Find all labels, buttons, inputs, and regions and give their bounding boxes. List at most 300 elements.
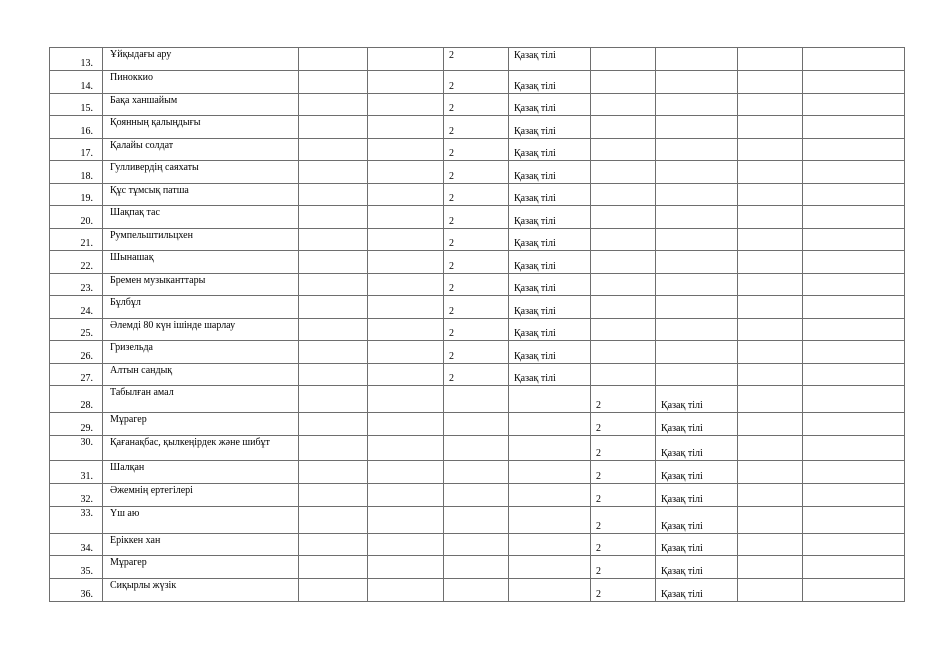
cell-c10 bbox=[803, 206, 905, 229]
cell-c7 bbox=[591, 229, 656, 251]
table-row bbox=[50, 116, 905, 139]
cell-c6 bbox=[509, 364, 591, 386]
cell-c3 bbox=[299, 296, 368, 319]
cell-c5 bbox=[444, 161, 509, 184]
cell-c9 bbox=[738, 116, 803, 139]
row-number: 21. bbox=[80, 238, 93, 249]
cell-c6 bbox=[509, 579, 591, 602]
row-number-cell bbox=[50, 484, 103, 507]
row-number: 27. bbox=[80, 373, 93, 384]
book-title: Гулливердің саяхаты bbox=[110, 162, 199, 173]
cell-c5 bbox=[444, 229, 509, 251]
cell-c5 bbox=[444, 94, 509, 116]
cell-c3 bbox=[299, 484, 368, 507]
row-number: 18. bbox=[80, 171, 93, 182]
cell-c6 bbox=[509, 116, 591, 139]
cell-c3 bbox=[299, 116, 368, 139]
cell-c4 bbox=[368, 116, 444, 139]
row-number: 25. bbox=[80, 328, 93, 339]
cell-c5 bbox=[444, 534, 509, 556]
cell-value: 2 bbox=[449, 103, 454, 114]
cell-value: Қазақ тілі bbox=[514, 306, 556, 317]
cell-c8 bbox=[656, 139, 738, 161]
row-number-cell bbox=[50, 556, 103, 579]
cell-c9 bbox=[738, 71, 803, 94]
row-number: 16. bbox=[80, 126, 93, 137]
book-title-cell bbox=[103, 229, 299, 251]
cell-value: Қазақ тілі bbox=[514, 50, 556, 61]
row-number-cell bbox=[50, 274, 103, 296]
cell-c7 bbox=[591, 319, 656, 341]
row-number-cell bbox=[50, 116, 103, 139]
cell-c6 bbox=[509, 296, 591, 319]
cell-c3 bbox=[299, 534, 368, 556]
cell-c4 bbox=[368, 484, 444, 507]
cell-c8 bbox=[656, 319, 738, 341]
book-title: Мұрагер bbox=[110, 414, 147, 425]
cell-c4 bbox=[368, 319, 444, 341]
cell-c3 bbox=[299, 184, 368, 206]
cell-c8 bbox=[656, 296, 738, 319]
cell-c8 bbox=[656, 341, 738, 364]
cell-c3 bbox=[299, 48, 368, 71]
cell-value: Қазақ тілі bbox=[514, 283, 556, 294]
book-title-cell bbox=[103, 319, 299, 341]
cell-c3 bbox=[299, 71, 368, 94]
cell-c8 bbox=[656, 71, 738, 94]
cell-c10 bbox=[803, 319, 905, 341]
cell-c4 bbox=[368, 364, 444, 386]
cell-c6 bbox=[509, 48, 591, 71]
book-title: Еріккен хан bbox=[110, 535, 161, 546]
cell-c5 bbox=[444, 364, 509, 386]
table-row bbox=[50, 507, 905, 534]
cell-c5 bbox=[444, 48, 509, 71]
cell-c3 bbox=[299, 364, 368, 386]
cell-c5 bbox=[444, 579, 509, 602]
book-title: Ұйқыдағы ару bbox=[110, 49, 172, 60]
row-number: 32. bbox=[80, 494, 93, 505]
row-number: 26. bbox=[80, 351, 93, 362]
cell-c10 bbox=[803, 94, 905, 116]
table-row bbox=[50, 364, 905, 386]
cell-c6 bbox=[509, 341, 591, 364]
row-number: 28. bbox=[80, 400, 93, 411]
cell-value: Қазақ тілі bbox=[514, 148, 556, 159]
cell-c4 bbox=[368, 579, 444, 602]
row-number: 17. bbox=[80, 148, 93, 159]
cell-c10 bbox=[803, 139, 905, 161]
cell-c7 bbox=[591, 341, 656, 364]
book-title-cell bbox=[103, 48, 299, 71]
table-row bbox=[50, 206, 905, 229]
cell-c10 bbox=[803, 364, 905, 386]
row-number: 19. bbox=[80, 193, 93, 204]
cell-c10 bbox=[803, 48, 905, 71]
row-number: 24. bbox=[80, 306, 93, 317]
row-number-cell bbox=[50, 461, 103, 484]
cell-c6 bbox=[509, 161, 591, 184]
book-title: Сиқырлы жүзік bbox=[110, 580, 177, 591]
cell-value: Қазақ тілі bbox=[661, 521, 703, 532]
row-number: 20. bbox=[80, 216, 93, 227]
cell-c7 bbox=[591, 484, 656, 507]
book-title: Алтын сандық bbox=[110, 365, 173, 376]
cell-c10 bbox=[803, 461, 905, 484]
cell-c10 bbox=[803, 116, 905, 139]
cell-c10 bbox=[803, 507, 905, 534]
cell-value: 2 bbox=[449, 148, 454, 159]
cell-c7 bbox=[591, 461, 656, 484]
cell-c6 bbox=[509, 319, 591, 341]
cell-c4 bbox=[368, 206, 444, 229]
table-row bbox=[50, 71, 905, 94]
cell-c10 bbox=[803, 296, 905, 319]
cell-c9 bbox=[738, 507, 803, 534]
cell-c8 bbox=[656, 386, 738, 413]
row-number-cell bbox=[50, 507, 103, 534]
cell-c7 bbox=[591, 184, 656, 206]
cell-c9 bbox=[738, 364, 803, 386]
cell-c3 bbox=[299, 461, 368, 484]
book-title-cell bbox=[103, 364, 299, 386]
book-title-cell bbox=[103, 386, 299, 413]
book-title-cell bbox=[103, 484, 299, 507]
cell-c3 bbox=[299, 436, 368, 461]
cell-c4 bbox=[368, 507, 444, 534]
cell-c5 bbox=[444, 206, 509, 229]
cell-c4 bbox=[368, 94, 444, 116]
cell-c4 bbox=[368, 461, 444, 484]
cell-value: 2 bbox=[449, 328, 454, 339]
cell-c7 bbox=[591, 386, 656, 413]
cell-c8 bbox=[656, 161, 738, 184]
cell-c5 bbox=[444, 251, 509, 274]
cell-c10 bbox=[803, 184, 905, 206]
cell-c4 bbox=[368, 139, 444, 161]
book-title-cell bbox=[103, 116, 299, 139]
cell-value: Қазақ тілі bbox=[514, 103, 556, 114]
row-number: 36. bbox=[80, 589, 93, 600]
table-row bbox=[50, 274, 905, 296]
cell-c6 bbox=[509, 436, 591, 461]
cell-c4 bbox=[368, 556, 444, 579]
cell-c7 bbox=[591, 507, 656, 534]
cell-c4 bbox=[368, 161, 444, 184]
cell-c7 bbox=[591, 413, 656, 436]
row-number-cell bbox=[50, 364, 103, 386]
table-row bbox=[50, 139, 905, 161]
cell-value: 2 bbox=[449, 216, 454, 227]
row-number-cell bbox=[50, 184, 103, 206]
cell-c4 bbox=[368, 71, 444, 94]
book-title-cell bbox=[103, 413, 299, 436]
row-number-cell bbox=[50, 229, 103, 251]
cell-value: Қазақ тілі bbox=[514, 261, 556, 272]
cell-value: 2 bbox=[449, 306, 454, 317]
cell-value: 2 bbox=[596, 521, 601, 532]
row-number-cell bbox=[50, 386, 103, 413]
cell-c5 bbox=[444, 461, 509, 484]
cell-c4 bbox=[368, 274, 444, 296]
book-title: Шақпақ тас bbox=[110, 207, 160, 218]
table-row bbox=[50, 184, 905, 206]
cell-c7 bbox=[591, 251, 656, 274]
book-title-cell bbox=[103, 274, 299, 296]
cell-c9 bbox=[738, 341, 803, 364]
row-number-cell bbox=[50, 579, 103, 602]
table-row bbox=[50, 296, 905, 319]
cell-c8 bbox=[656, 274, 738, 296]
cell-c3 bbox=[299, 274, 368, 296]
row-number-cell bbox=[50, 251, 103, 274]
cell-c5 bbox=[444, 274, 509, 296]
cell-c8 bbox=[656, 94, 738, 116]
book-title-cell bbox=[103, 534, 299, 556]
table-row bbox=[50, 48, 905, 71]
book-title-cell bbox=[103, 461, 299, 484]
book-title-cell bbox=[103, 71, 299, 94]
cell-c7 bbox=[591, 296, 656, 319]
cell-c8 bbox=[656, 534, 738, 556]
cell-value: Қазақ тілі bbox=[514, 373, 556, 384]
cell-c9 bbox=[738, 319, 803, 341]
cell-c5 bbox=[444, 507, 509, 534]
cell-c4 bbox=[368, 184, 444, 206]
row-number-cell bbox=[50, 436, 103, 461]
row-number: 14. bbox=[80, 81, 93, 92]
cell-c10 bbox=[803, 436, 905, 461]
table-row bbox=[50, 436, 905, 461]
cell-c6 bbox=[509, 556, 591, 579]
row-number-cell bbox=[50, 94, 103, 116]
cell-c5 bbox=[444, 386, 509, 413]
cell-c8 bbox=[656, 251, 738, 274]
cell-c10 bbox=[803, 556, 905, 579]
cell-c7 bbox=[591, 534, 656, 556]
cell-value: 2 bbox=[596, 566, 601, 577]
cell-value: Қазақ тілі bbox=[661, 471, 703, 482]
cell-c3 bbox=[299, 251, 368, 274]
row-number: 31. bbox=[80, 471, 93, 482]
cell-value: 2 bbox=[449, 261, 454, 272]
cell-value: Қазақ тілі bbox=[661, 543, 703, 554]
cell-c3 bbox=[299, 206, 368, 229]
cell-value: 2 bbox=[449, 351, 454, 362]
cell-c10 bbox=[803, 484, 905, 507]
cell-c6 bbox=[509, 229, 591, 251]
book-title-cell bbox=[103, 206, 299, 229]
book-title: Үш аю bbox=[110, 508, 140, 519]
cell-value: 2 bbox=[449, 81, 454, 92]
book-title: Қалайы солдат bbox=[110, 140, 174, 151]
cell-value: 2 bbox=[596, 494, 601, 505]
cell-value: 2 bbox=[449, 373, 454, 384]
book-title-cell bbox=[103, 436, 299, 461]
cell-c3 bbox=[299, 579, 368, 602]
book-title: Гризельда bbox=[110, 342, 153, 353]
cell-c7 bbox=[591, 436, 656, 461]
book-title-cell bbox=[103, 556, 299, 579]
cell-c8 bbox=[656, 461, 738, 484]
cell-c8 bbox=[656, 507, 738, 534]
row-number: 35. bbox=[80, 566, 93, 577]
cell-c9 bbox=[738, 556, 803, 579]
cell-c5 bbox=[444, 341, 509, 364]
table-row bbox=[50, 413, 905, 436]
cell-c4 bbox=[368, 296, 444, 319]
table-row bbox=[50, 484, 905, 507]
cell-c6 bbox=[509, 184, 591, 206]
cell-c5 bbox=[444, 71, 509, 94]
book-title: Табылған амал bbox=[110, 387, 174, 398]
table-row bbox=[50, 94, 905, 116]
cell-c5 bbox=[444, 436, 509, 461]
cell-value: Қазақ тілі bbox=[661, 400, 703, 411]
cell-value: Қазақ тілі bbox=[514, 238, 556, 249]
cell-c4 bbox=[368, 534, 444, 556]
cell-c3 bbox=[299, 413, 368, 436]
table-row bbox=[50, 579, 905, 602]
cell-value: Қазақ тілі bbox=[661, 494, 703, 505]
cell-c4 bbox=[368, 229, 444, 251]
table-row bbox=[50, 319, 905, 341]
cell-c9 bbox=[738, 184, 803, 206]
cell-value: 2 bbox=[596, 400, 601, 411]
book-title-cell bbox=[103, 341, 299, 364]
row-number: 30. bbox=[80, 437, 93, 448]
cell-c9 bbox=[738, 484, 803, 507]
table-row bbox=[50, 251, 905, 274]
cell-c9 bbox=[738, 206, 803, 229]
cell-c4 bbox=[368, 48, 444, 71]
cell-c9 bbox=[738, 461, 803, 484]
cell-c7 bbox=[591, 579, 656, 602]
cell-c10 bbox=[803, 579, 905, 602]
cell-c5 bbox=[444, 556, 509, 579]
cell-value: Қазақ тілі bbox=[514, 216, 556, 227]
cell-value: 2 bbox=[449, 50, 454, 61]
cell-c10 bbox=[803, 534, 905, 556]
book-title-cell bbox=[103, 184, 299, 206]
cell-c7 bbox=[591, 94, 656, 116]
cell-c9 bbox=[738, 139, 803, 161]
cell-value: Қазақ тілі bbox=[514, 81, 556, 92]
cell-c10 bbox=[803, 413, 905, 436]
cell-value: 2 bbox=[449, 193, 454, 204]
cell-c5 bbox=[444, 139, 509, 161]
cell-c6 bbox=[509, 274, 591, 296]
cell-c7 bbox=[591, 116, 656, 139]
cell-c9 bbox=[738, 296, 803, 319]
cell-c6 bbox=[509, 139, 591, 161]
cell-c4 bbox=[368, 413, 444, 436]
cell-value: Қазақ тілі bbox=[514, 328, 556, 339]
cell-c9 bbox=[738, 94, 803, 116]
book-title-cell bbox=[103, 251, 299, 274]
book-title: Құс тұмсық патша bbox=[110, 185, 189, 196]
row-number-cell bbox=[50, 206, 103, 229]
table-row bbox=[50, 556, 905, 579]
cell-value: Қазақ тілі bbox=[514, 193, 556, 204]
cell-c6 bbox=[509, 94, 591, 116]
row-number-cell bbox=[50, 534, 103, 556]
row-number: 22. bbox=[80, 261, 93, 272]
cell-c9 bbox=[738, 579, 803, 602]
cell-c7 bbox=[591, 139, 656, 161]
cell-c9 bbox=[738, 413, 803, 436]
cell-c3 bbox=[299, 341, 368, 364]
book-title-cell bbox=[103, 507, 299, 534]
cell-c9 bbox=[738, 386, 803, 413]
cell-value: Қазақ тілі bbox=[514, 351, 556, 362]
cell-value: 2 bbox=[449, 171, 454, 182]
cell-c6 bbox=[509, 386, 591, 413]
table-row bbox=[50, 161, 905, 184]
cell-c3 bbox=[299, 386, 368, 413]
cell-c4 bbox=[368, 436, 444, 461]
row-number: 13. bbox=[80, 58, 93, 69]
table-row bbox=[50, 461, 905, 484]
row-number-cell bbox=[50, 296, 103, 319]
row-number-cell bbox=[50, 161, 103, 184]
cell-c6 bbox=[509, 413, 591, 436]
row-number-cell bbox=[50, 139, 103, 161]
cell-c8 bbox=[656, 484, 738, 507]
cell-c8 bbox=[656, 184, 738, 206]
cell-c5 bbox=[444, 184, 509, 206]
cell-c7 bbox=[591, 556, 656, 579]
cell-c10 bbox=[803, 251, 905, 274]
book-title: Қоянның қалыңдығы bbox=[110, 117, 201, 128]
cell-c10 bbox=[803, 341, 905, 364]
cell-c3 bbox=[299, 161, 368, 184]
cell-c9 bbox=[738, 534, 803, 556]
cell-c9 bbox=[738, 436, 803, 461]
table-body bbox=[50, 48, 905, 602]
cell-c9 bbox=[738, 161, 803, 184]
book-title-cell bbox=[103, 296, 299, 319]
cell-value: Қазақ тілі bbox=[661, 448, 703, 459]
cell-c9 bbox=[738, 251, 803, 274]
cell-c4 bbox=[368, 251, 444, 274]
cell-value: Қазақ тілі bbox=[514, 126, 556, 137]
cell-c8 bbox=[656, 116, 738, 139]
cell-value: 2 bbox=[449, 126, 454, 137]
cell-value: Қазақ тілі bbox=[661, 589, 703, 600]
cell-c10 bbox=[803, 274, 905, 296]
cell-value: Қазақ тілі bbox=[514, 171, 556, 182]
cell-c7 bbox=[591, 274, 656, 296]
table-row bbox=[50, 534, 905, 556]
book-title: Әжемнің ертегілері bbox=[110, 485, 193, 496]
book-title: Қағанақбас, қылкеңірдек және шибұт bbox=[110, 437, 270, 448]
cell-c5 bbox=[444, 413, 509, 436]
book-title-cell bbox=[103, 94, 299, 116]
book-title: Бремен музыканттары bbox=[110, 275, 206, 286]
cell-c4 bbox=[368, 341, 444, 364]
table-row bbox=[50, 386, 905, 413]
cell-c7 bbox=[591, 206, 656, 229]
cell-c5 bbox=[444, 319, 509, 341]
cell-c6 bbox=[509, 461, 591, 484]
cell-c9 bbox=[738, 229, 803, 251]
cell-c6 bbox=[509, 484, 591, 507]
book-title: Бақа ханшайым bbox=[110, 95, 178, 106]
cell-value: 2 bbox=[596, 471, 601, 482]
cell-c3 bbox=[299, 139, 368, 161]
cell-c3 bbox=[299, 556, 368, 579]
